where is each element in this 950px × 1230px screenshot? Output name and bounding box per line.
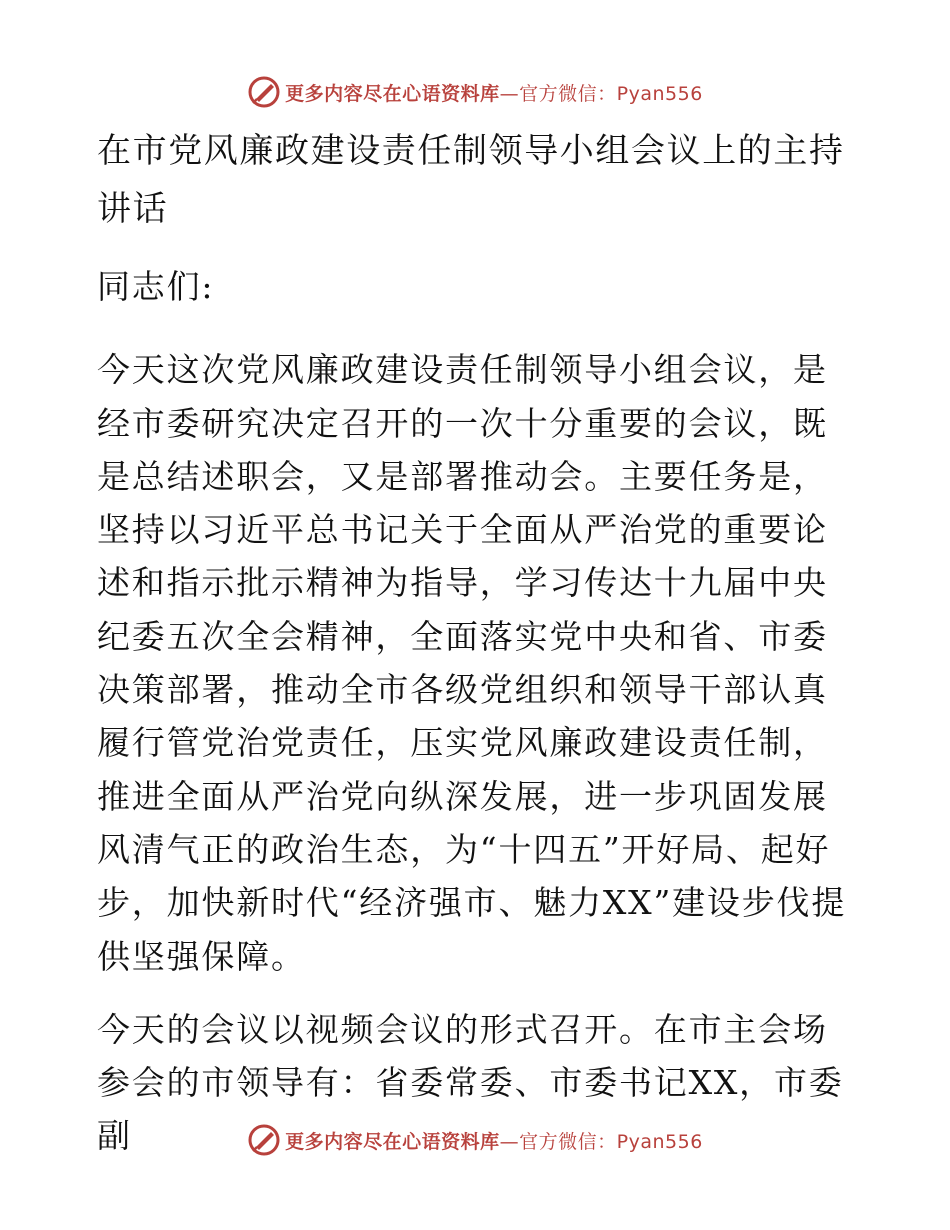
header-banner	[0, 72, 950, 112]
paragraph-2: 今天的会议以视频会议的形式召开。在市主会场参会的市领导有：省委常委、市委书记XX，市委副	[97, 1009, 844, 1156]
greeting: 同志们:	[97, 267, 215, 306]
document-title: 在市党风廉政建设责任制领导小组会议上的主持讲话	[97, 131, 845, 229]
quill-seal-icon	[247, 75, 281, 109]
footer-banner	[0, 1120, 950, 1160]
header-banner-text: 更多内容尽在心语资料库—官方微信：Pyan556	[285, 82, 703, 105]
quill-seal-icon	[247, 1123, 281, 1157]
paragraph-1: 今天这次党风廉政建设责任制领导小组会议，是经市委研究决定召开的一次十分重要的会议，既是总结述职会，又是部署推动会。主要任务是，坚持以习近平总书记关于全面从严治党的重要论述和指示批示精神为指导，学习传达十九届中央纪委五次全会精神，全面落实党中央和省、市委决策部署，推动全市各级党组织和领导干部认真履行管党治党责任，压实党风廉政建设责任制，推进全面从严治党向纵深发展，进一步巩固发展风清气正的政治生态，为“十四五”开好局、起好步，加快新时代“经济强市、魅力XX”建设步伐提供坚强保障。	[97, 350, 847, 976]
document-body	[97, 122, 857, 1163]
footer-banner-text: 更多内容尽在心语资料库—官方微信：Pyan556	[285, 1130, 703, 1153]
